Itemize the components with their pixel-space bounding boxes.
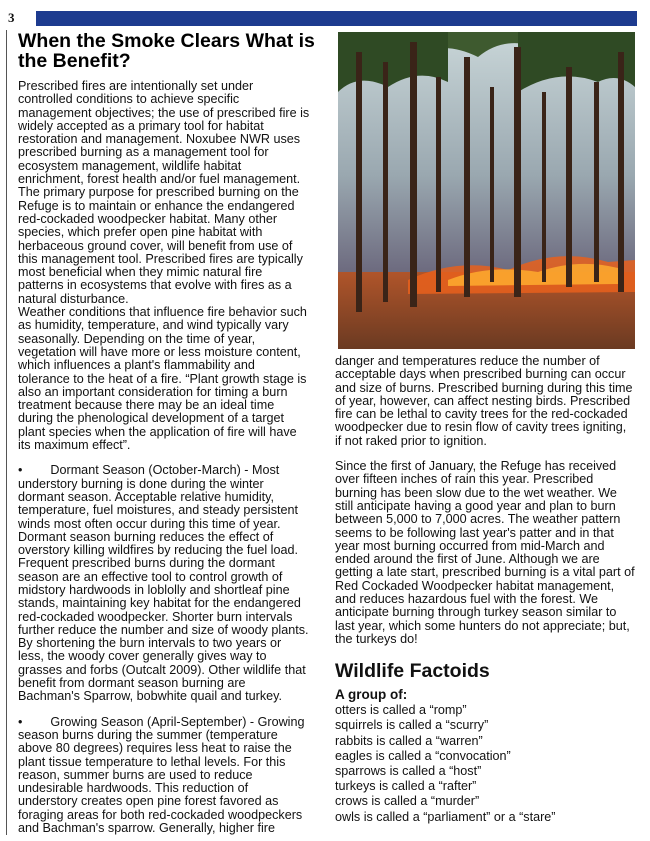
header-bar <box>36 11 637 26</box>
dormant-season-paragraph: • Dormant Season (October-March) - Most understory burning is done during the winter dormant season. Acceptable relative humidity, temperature, fuel moistures, and steady persistent winds most often occur during this time of year. Dormant season burning reduces the effect of overstory killing wildfires by reducing the fuel load. Frequent prescribed burns during the dormant season are an effective tool to control growth of midstory hardwoods in loblolly and shortleaf pine stands, maintaining key habitat for the endangered red-cockaded woodpecker. Shorter burn intervals further reduce the number and size of woody plants. By shortening the burn intervals to two years or less, the woody cover generally gives way to grasses and forbs (Outcalt 2009). Other wildlife that benefit from dormant season burning are Bachman's Sparrow, bobwhite quail and turkey. <box>18 463 313 704</box>
rainfall-paragraph: Since the first of January, the Refuge has received over fifteen inches of rain this year. Prescribed burning has been slow due to the wet weather. We still anticipate having a good year and plan to burn between 5,000 to 7,000 acres. The weather pattern seems to be following last year's patter and in that year most burning occurred from mid-March and ended around the first of June. Although we are getting a late start, prescribed burning is a vital part of Red Cockaded Woodpecker habitat management, and reduces hazardous fuel with the forest. We anticipate burning through turkey season similar to last year, which some hunters do not appreciate; but, the turkeys do! <box>335 459 635 646</box>
list-item: sparrows is called a “host” <box>335 764 482 779</box>
margin-rule <box>6 30 7 835</box>
list-item: squirrels is called a “scurry” <box>335 718 489 733</box>
weather-paragraph: Weather conditions that influence fire behavior such as humidity, temperature, and wind typically vary seasonally. Depending on the time of year, vegetation will have more or less moisture content, which influences a plant's flammability and tolerance to the heat of a fire. “Plant growth stage is also an important consideration for timing a burn treatment because there may be an ideal time during the phenological development of a target plant species when the application of fire will have its maximum effect”. <box>18 305 307 453</box>
factoids-subheading: A group of: <box>335 687 408 702</box>
intro-paragraph: Prescribed fires are intentionally set under controlled conditions to achieve specific management objectives; the use of prescribed fire is widely accepted as a primary tool for habitat restoration and management. Noxubee NWR uses prescribed burning as a management tool for ecosystem management, wildlife habitat enrichment, forest health and/or fuel management. The primary purpose for prescribed burning on the Refuge is to maintain or enhance the endangered red-cockaded woodpecker habitat. Many other species, which prefer open pine habitat with herbaceous ground cover, will benefit from use of this management tool. Prescribed fires are typically most beneficial when they mimic natural fire patterns in ecosystems that evolve with fires as a natural disturbance. <box>18 79 310 306</box>
list-item: crows is called a “murder” <box>335 794 480 809</box>
right-column <box>335 355 635 646</box>
factoids-heading: Wildlife Factoids <box>335 660 490 682</box>
forest-fire-photo <box>338 32 635 349</box>
fire-danger-paragraph: danger and temperatures reduce the number of acceptable days when prescribed burning can occur and size of burns. Prescribed burning during this time of year, however, can affect nesting birds. Prescribed fire can be lethal to cavity trees for the red-cockaded woodpecker due to resin flow of cavity trees igniting, if not raked prior to ignition. <box>335 354 633 448</box>
list-item: turkeys is called a “rafter” <box>335 779 477 794</box>
left-column <box>18 79 313 836</box>
article-title: When the Smoke Clears What is the Benefit? <box>18 30 315 72</box>
page-number: 3 <box>8 10 15 25</box>
growing-season-paragraph: • Growing Season (April-September) - Growing season burns during the summer (temperature above 80 degrees) requires less heat to raise the plant tissue temperature to lethal levels. For this reason, summer burns are used to reduce undesirable hardwoods. This reduction of understory creates open pine forest favored as foraging areas for both red-cockaded woodpeckers and Bachman's sparrow. Generally, higher fire <box>18 714 308 836</box>
list-item: eagles is called a “convocation” <box>335 748 511 763</box>
list-item: otters is called a “romp” <box>335 703 467 718</box>
list-item: rabbits is called a “warren” <box>335 733 483 748</box>
factoids-list <box>335 687 635 825</box>
list-item: owls is called a “parliament” or a “stare” <box>335 809 556 824</box>
